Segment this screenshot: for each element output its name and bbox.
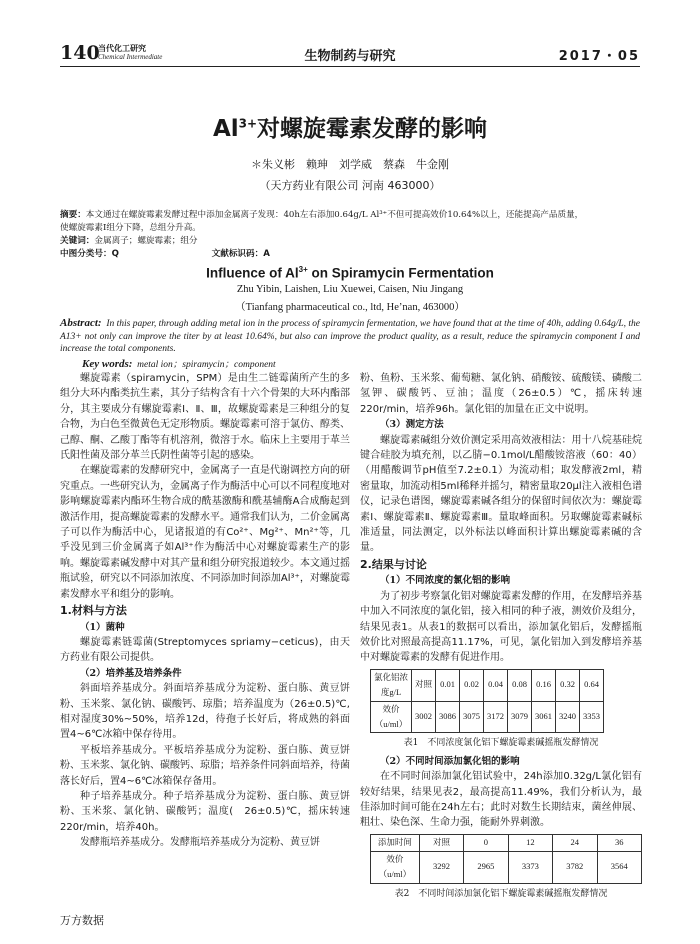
journal-name-en: Chemical Intermediate [98, 53, 163, 61]
paragraph: 平板培养基成分。平板培养基成分为淀粉、蛋白胨、黄豆饼粉、玉米浆、氯化钠、碳酸钙、琼脂；培养条件同斜面培养，待菌落长好后，置4~6℃冰箱保存备用。 [60, 744, 350, 787]
table-1 [370, 669, 604, 734]
title-rest: 对螺旋霉素发酵的影响 [257, 116, 488, 142]
table-cell: 0.16 [532, 669, 556, 701]
table-cell: 效价（u/ml） [371, 701, 412, 733]
en-keywords-label: Key words [82, 358, 129, 370]
table-cell: 3564 [597, 851, 642, 883]
doc-code-value: A [263, 249, 270, 259]
table-cell: 3292 [419, 851, 463, 883]
body-left-column [60, 371, 350, 851]
table-cell: 0 [464, 834, 508, 851]
table-row [371, 834, 642, 851]
issue-number: 2017・05 [558, 49, 640, 64]
paragraph: 粉、鱼粉、玉米浆、葡萄糖、氯化钠、硝酸铵、硫酸镁、磷酸二氢钾、碳酸钙、豆油；温度（26±0.5）℃，摇床转速220r/min，培养96h。氯化铝的加量在正文中说明。 [360, 373, 642, 415]
table-cell: 添加时间 [371, 834, 420, 851]
footer-source: 万方数据 [60, 914, 104, 927]
subsection-heading: （1）菌种 [80, 621, 125, 633]
table-row [371, 669, 604, 701]
body-right-column [360, 371, 642, 904]
paragraph: 斜面培养基成分。斜面培养基成分为淀粉、蛋白胨、黄豆饼粉、玉米浆、氯化钠、碳酸钙、琼脂；培养温度为（26±0.5)℃,相对湿度30%~50%，培养12d，待孢子长好后，将成熟的斜面置4~6℃冰箱中保存待用。 [60, 683, 350, 741]
table-2 [370, 834, 642, 884]
abstract-line2: 使螺旋霉素Ⅰ组分下降，总组分升高。 [60, 223, 201, 233]
subsection-heading: （2）不同时间添加氯化铝的影响 [380, 755, 520, 767]
table-cell: 3240 [556, 701, 580, 733]
paragraph: 螺旋霉素碱组分效价测定采用高效液相法：用十八烷基硅烷键合硅胶为填充剂，以乙腈−0.1mol/L醋酸铵溶液（60：40）（用醋酸调节pH值至7.2±0.1）为流动相；取发酵液2ml，精密量取，加流动相5ml稀释并摇匀，精密量取20μl注入液相色谱仪，记录色谱图，螺旋霉素碱各组分的保留时间依次为：螺旋霉素Ⅰ、螺旋霉素Ⅱ、螺旋霉素Ⅲ。量取峰面积。另取螺旋霉素碱标准适量，同法测定，以外标法以峰面积计算出螺旋霉素碱的含量。 [360, 434, 642, 554]
table-cell: 3172 [484, 701, 508, 733]
table-cell: 3079 [508, 701, 532, 733]
english-affiliation: （Tianfang pharmaceutical co., ltd, He’nan, 463000） [235, 302, 465, 313]
journal-name-cn: 当代化工研究 [98, 44, 146, 53]
table-cell: 3373 [508, 851, 552, 883]
table-cell: 氯化铝浓度g/L [371, 669, 412, 701]
table-cell: 0.02 [460, 669, 484, 701]
en-title-sup: 3+ [298, 265, 308, 274]
paragraph: 在不同时间添加氯化铝试验中，24h添加0.32g/L氯化铝有较好结果，结果见表2，最高提高11.49%，我们分析认为，最佳添加时间可能在24h左右；此时对数生长期结束，菌丝伸展、粗壮、染色深、生命力强，能耐外界刺激。 [360, 771, 642, 829]
table-cell: 0.08 [508, 669, 532, 701]
table-cell: 0.04 [484, 669, 508, 701]
table-cell: 12 [508, 834, 552, 851]
affiliation: （天方药业有限公司 河南 463000） [259, 179, 441, 192]
table-cell: 3002 [412, 701, 436, 733]
table-cell: 0.01 [436, 669, 460, 701]
column-title: 生物制药与研究 [304, 49, 396, 64]
page-number: 140 [60, 42, 100, 64]
subsection-heading: （3）测定方法 [380, 419, 444, 431]
section-heading: 1.材料与方法 [60, 604, 127, 618]
paragraph: 种子培养基成分。种子培养基成分为淀粉、蛋白胨、黄豆饼粉、玉米浆、氯化钠、碳酸钙；温度( 26±0.5)℃，摇床转速220r/min，培养40h。 [60, 790, 350, 833]
table-row [371, 701, 604, 733]
keywords: 金属离子；螺旋霉素；组分 [94, 236, 198, 246]
table-cell: 36 [597, 834, 642, 851]
en-keywords: metal ion；spiramycin；component [137, 360, 276, 370]
table-cell: 24 [553, 834, 597, 851]
subsection-heading: （1）不同浓度的氯化铝的影响 [380, 575, 511, 587]
clc-value: Q [111, 249, 119, 259]
table-caption: 表1 不同浓度氯化铝下螺旋霉素碱摇瓶发酵情况 [403, 738, 599, 749]
table-row [371, 851, 642, 883]
table-cell: 3782 [553, 851, 597, 883]
table-cell: 效价（u/ml） [371, 851, 420, 883]
en-title-rest: on Spiramycin Fermentation [307, 265, 494, 281]
abstract-line1: 本文通过在螺旋霉素发酵过程中添加金属离子发现：40h左右添加0.64g/L Al³⁺不但可提高效价10.64%以上，还能提高产品质量， [85, 210, 584, 220]
english-title [0, 265, 700, 281]
header-rule [60, 66, 640, 67]
table-cell: 0.32 [556, 669, 580, 701]
paragraph: 在螺旋霉素的发酵研究中，金属离子一直是代谢调控方向的研究重点。一些研究认为，金属离子作为酶活中心可以不同程度地对影响螺旋霉素内酯环生物合成的酰基激酶和酰基辅酶A合成酶起到激活作用，提高螺旋霉素的发酵水平。通常我们认为，二价金属离子可以作为酶活中心，见诸报道的有Co²⁺、Mg²⁺、Mn²⁺等，几乎没见到三价金属离子如Al³⁺作为酶活中心对螺旋霉素生产的影响。螺旋霉素碱发酵中对其产量和组分研究报道较少。本文通过摇瓶试验，研究以不同添加浓度、不同添加时间添加Al³⁺，对螺旋霉素发酵水平和组分的影响。 [60, 465, 350, 600]
english-keywords: Key words: metal ion；spiramycin；component [82, 358, 276, 370]
table-cell: 3061 [532, 701, 556, 733]
abstract-cn [60, 209, 640, 261]
english-authors: Zhu Yibin, Laishen, Liu Xuewei, Caisen, Niu Jingang [236, 284, 464, 295]
en-abstract-label: Abstract [60, 317, 98, 329]
keywords-label: 关键词： [60, 236, 95, 246]
paragraph: 发酵瓶培养基成分。发酵瓶培养基成分为淀粉、黄豆饼 [80, 837, 320, 849]
paragraph: 螺旋霉素（spiramycin，SPM）是由生二链霉菌所产生的多组分大环内酯类抗生素，其分子结构含有十六个骨架的大环内酯部分，其主要成分有螺旋霉素Ⅰ、Ⅱ、Ⅲ，故螺旋霉素是三种组分的复合物，为白色至微黄色无定形物质。螺旋霉素可溶于氯仿、醇类、己醇、酮、乙酸丁酯等有机溶剂，微溶于水。临床上主要用于革兰氏阳性菌及部分革兰氏阴性菌等引起的感染。 [60, 373, 350, 462]
title-sup: 3+ [238, 116, 258, 131]
section-heading: 2.结果与讨论 [360, 557, 427, 571]
en-abstract-text: In this paper, through adding metal ion in the process of spiramycin fermentation, we have found that at the time of 40h, adding 0.64g/L, the A13+ not only can improve the titer by at least 10.64%, but also can improve the product quality, as a result, reduce the spiramycin component I and increase the total components. [60, 319, 641, 354]
table-cell: 3075 [460, 701, 484, 733]
paragraph: 螺旋霉素链霉菌(Streptomyces spriamy−ceticus)，由天方药业有限公司提供。 [60, 636, 350, 664]
subsection-heading: （2）培养基及培养条件 [80, 667, 182, 679]
paragraph: 为了初步考察氯化铝对螺旋霉素发酵的作用，在发酵培养基中加入不同浓度的氯化铝，接入相同的种子液，测效价及组分，结果见表1。从表1的数据可以看出，添加氯化铝后，发酵摇瓶效价比对照最高提高11.17%，可见，氯化铝加入到发酵培养基中对螺旋霉素的发酵有促进作用。 [360, 590, 642, 664]
table-cell: 3353 [580, 701, 604, 733]
table-cell: 0.64 [580, 669, 604, 701]
authors: ＊朱义彬 赖珅 刘学威 蔡森 牛金刚 [251, 158, 449, 171]
article-title [0, 110, 700, 143]
abstract-label: 摘要： [60, 210, 86, 220]
title-prefix: Al [212, 116, 239, 142]
table-caption: 表2 不同时间添加氯化铝下螺旋霉素碱摇瓶发酵情况 [394, 888, 608, 899]
table-cell: 对照 [412, 669, 436, 701]
table-cell: 3086 [436, 701, 460, 733]
en-title-prefix: Influence of Al [206, 265, 299, 281]
clc-label: 中图分类号： [60, 249, 112, 259]
table-cell: 2965 [464, 851, 508, 883]
table-cell: 对照 [419, 834, 463, 851]
doc-code-label: 文献标识码： [211, 249, 264, 259]
page-header [60, 42, 640, 66]
english-abstract: Abstract: In this paper, through adding metal ion in the process of spiramycin fermentation, we have found that at the time of 40h, adding 0.64g/L, the A13+ not only can improve the titer by at least 10.64%, but also can improve the product quality, as a result, reduce the spiramycin component I and increase the total components. [60, 317, 641, 354]
